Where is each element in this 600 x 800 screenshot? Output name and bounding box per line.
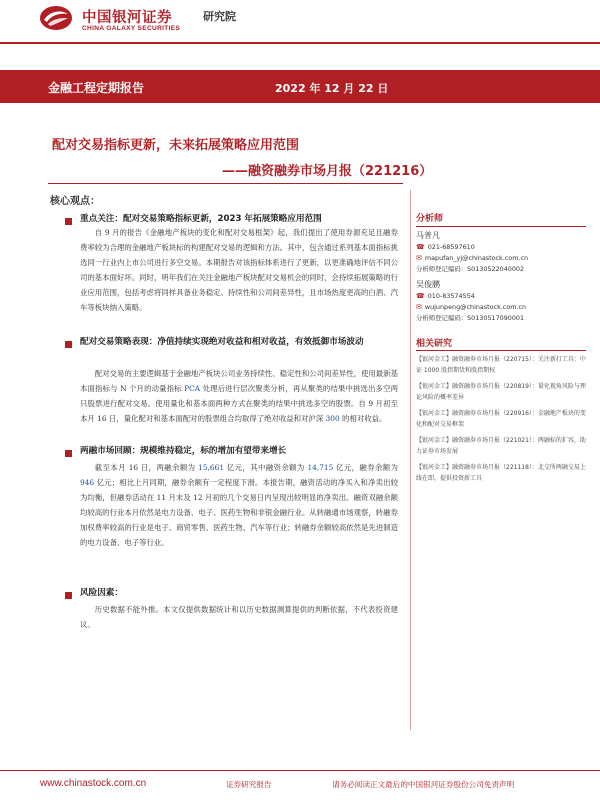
bullet-icon: [65, 341, 72, 348]
footer-divider: [0, 770, 600, 771]
text-run: 处理后进行层次聚类分析，再从聚类的结果中挑选出多空两只股票进行配对交易。使用量化和基本面两种方式在聚类的结果中挑选多空的股票。自 9 月初至本月 16 日，量化配对和基本面配对的股票组合均取得了绝对收益和对沪深: [80, 384, 398, 423]
paragraph-text: 历史数据不能外推。本文仅提供数据统计和以历史数据测算提供的判断依据，不代表投资建议。: [80, 605, 398, 629]
analyst-cert: 分析师登记编码：S0130522040002: [416, 265, 525, 273]
report-subtitle: ——融资融券市场月报（221216）: [222, 164, 433, 179]
footer-doc-type: 证券研究报告: [226, 780, 272, 789]
related-research-label: 相关研究: [416, 339, 453, 349]
section-heading-strategy: 配对交易策略表现：净值持续实现绝对收益和相对收益，有效抵御市场波动: [80, 337, 364, 347]
footer-website-link[interactable]: www.chinastock.com.cn: [40, 778, 147, 789]
text-run-pca: PCA: [184, 384, 201, 393]
analyst-cert: 分析师登记编码：S0130517090001: [416, 314, 525, 322]
text-run-number: 14,715: [307, 463, 334, 472]
report-title: 配对交易指标更新，未来拓展策略应用范围: [52, 138, 300, 153]
section-paragraph-risk: [80, 602, 398, 632]
section-paragraph-focus: [80, 225, 398, 335]
research-item[interactable]: 【银河金工】融资融券市场月报（221118）：北交所两融交易上线在即，提供投资新工具: [416, 464, 586, 482]
section-paragraph-strategy: [80, 366, 398, 446]
analyst-divider: [416, 226, 586, 227]
email-link[interactable]: wujunpeng@chinastock.com.cn: [424, 303, 527, 311]
text-run-number: 946: [80, 478, 95, 487]
text-run: 配对交易的主要逻辑基于金融地产板块公司业务持续性、稳定性和公司间差异性，使用最新基本面指标与 N 个月的动量指标: [80, 369, 398, 393]
report-date: 2022 年 12 月 22 日: [275, 82, 389, 95]
research-item[interactable]: 【银河金工】融资融券市场月报（220819）：量化视角风险与理论风险的概率差异: [416, 383, 586, 401]
paragraph-text: [80, 366, 398, 426]
paragraph-text: 自 9 月的报告《金融地产板块的变化和配对交易框架》起，我们提出了使用券源充足且融券费率较为合理的金融地产板块标的构建配对交易的逻辑和方法。其中，包含通过系列基本面指标挑选同一行业内上市公司进行多空交易。本期报告对该指标体系进行了更新，以更准确地评估不同公司的基本面好坏。同时，明年我们在关注金融地产板块配对交易机会的同时，会持续拓展策略的行业应用范围，包括考虑将同样具备业务稳定、持续性和公司间差异性，且市场热度更高的白酒、汽车等板块纳入策略。: [80, 228, 398, 312]
text-run-number: 300: [325, 414, 340, 423]
email-icon: ✉: [416, 303, 422, 311]
bullet-icon: [65, 450, 72, 457]
bullet-icon: [65, 592, 72, 599]
analyst-card-1: [416, 229, 592, 275]
phone-icon: ☎: [416, 243, 425, 251]
analyst-name: 吴俊鹏: [416, 280, 440, 289]
research-item[interactable]: 【银河金工】融资融券市场月报（220715）：关注新打工具：中证 1000 股指期货和股指期权: [416, 356, 586, 374]
research-item[interactable]: 【银河金工】融资融券市场月报（220916）：金融地产板块的变化和配对交易框架: [416, 410, 586, 428]
phone-text[interactable]: 010-83574554: [427, 292, 475, 300]
institute-label: 研究院: [203, 10, 236, 23]
analyst-email: [416, 253, 592, 264]
research-item[interactable]: 【银河金工】融资融券市场月报（221021）：两融标的扩容，助力证券市场发展: [416, 437, 586, 455]
section-heading-market: 两融市场回顾：规模维持稳定，标的增加有望带来增长: [80, 446, 287, 456]
text-run: 亿元，其中融资余额为: [224, 463, 308, 472]
analyst-phone: [416, 242, 592, 253]
analyst-phone: [416, 291, 592, 302]
analyst-card-2: [416, 278, 592, 324]
phone-icon: ☎: [416, 292, 425, 300]
related-research-list: [416, 354, 588, 489]
header-divider: [0, 42, 600, 44]
section-heading-risk: 风险因素：: [80, 588, 123, 598]
brand-name-en: CHINA GALAXY SECURITIES: [82, 25, 181, 32]
email-icon: ✉: [416, 254, 422, 262]
text-run: 亿元，融券余额为: [333, 463, 398, 472]
brand-name-cn: 中国银河证券: [82, 10, 172, 26]
text-run: 亿元；相比上月同期，融券余额有一定程度下滑。本报告期，融资活动的净买入和净卖出较为均衡，但融券活动在 11 月末及 12 月初的几个交易日内呈现出较明显的净卖出。融资双融余额均较高的行业本月依然是电力设备、电子、医药生物和非银金融行业。从转融通市场观察，转融券加权费率较高的行业是电子、商贸零售、医药生物、汽车等行业；转融券余额较高依然是先进制造的电力设备、电子等行业。: [80, 478, 398, 547]
galaxy-logo-icon: [38, 4, 74, 32]
title-divider: [48, 183, 403, 184]
core-views-label: 核心观点：: [50, 196, 100, 207]
section-paragraph-market: [80, 460, 398, 572]
sidebar-divider: [410, 190, 411, 730]
footer-disclaimer: 请务必阅读正文最后的中国银河证券股份公司免责声明: [332, 780, 515, 789]
analyst-label: 分析师: [416, 214, 444, 224]
paragraph-text: [80, 460, 398, 550]
research-divider: [416, 350, 586, 351]
text-run-number: 15,661: [198, 463, 225, 472]
section-heading-focus: 重点关注：配对交易策略指标更新，2023 年拓展策略应用范围: [80, 214, 322, 224]
text-run: 的相对收益。: [339, 414, 387, 423]
phone-text[interactable]: 021-68597610: [427, 243, 475, 251]
text-run: 截至本月 16 日，两融余额为: [94, 463, 199, 472]
analyst-email: [416, 302, 592, 313]
bullet-icon: [65, 218, 72, 225]
analyst-name: 马普凡: [416, 231, 440, 240]
report-type: 金融工程定期报告: [48, 81, 145, 95]
email-link[interactable]: mapufan_yj@chinastock.com.cn: [424, 254, 529, 262]
